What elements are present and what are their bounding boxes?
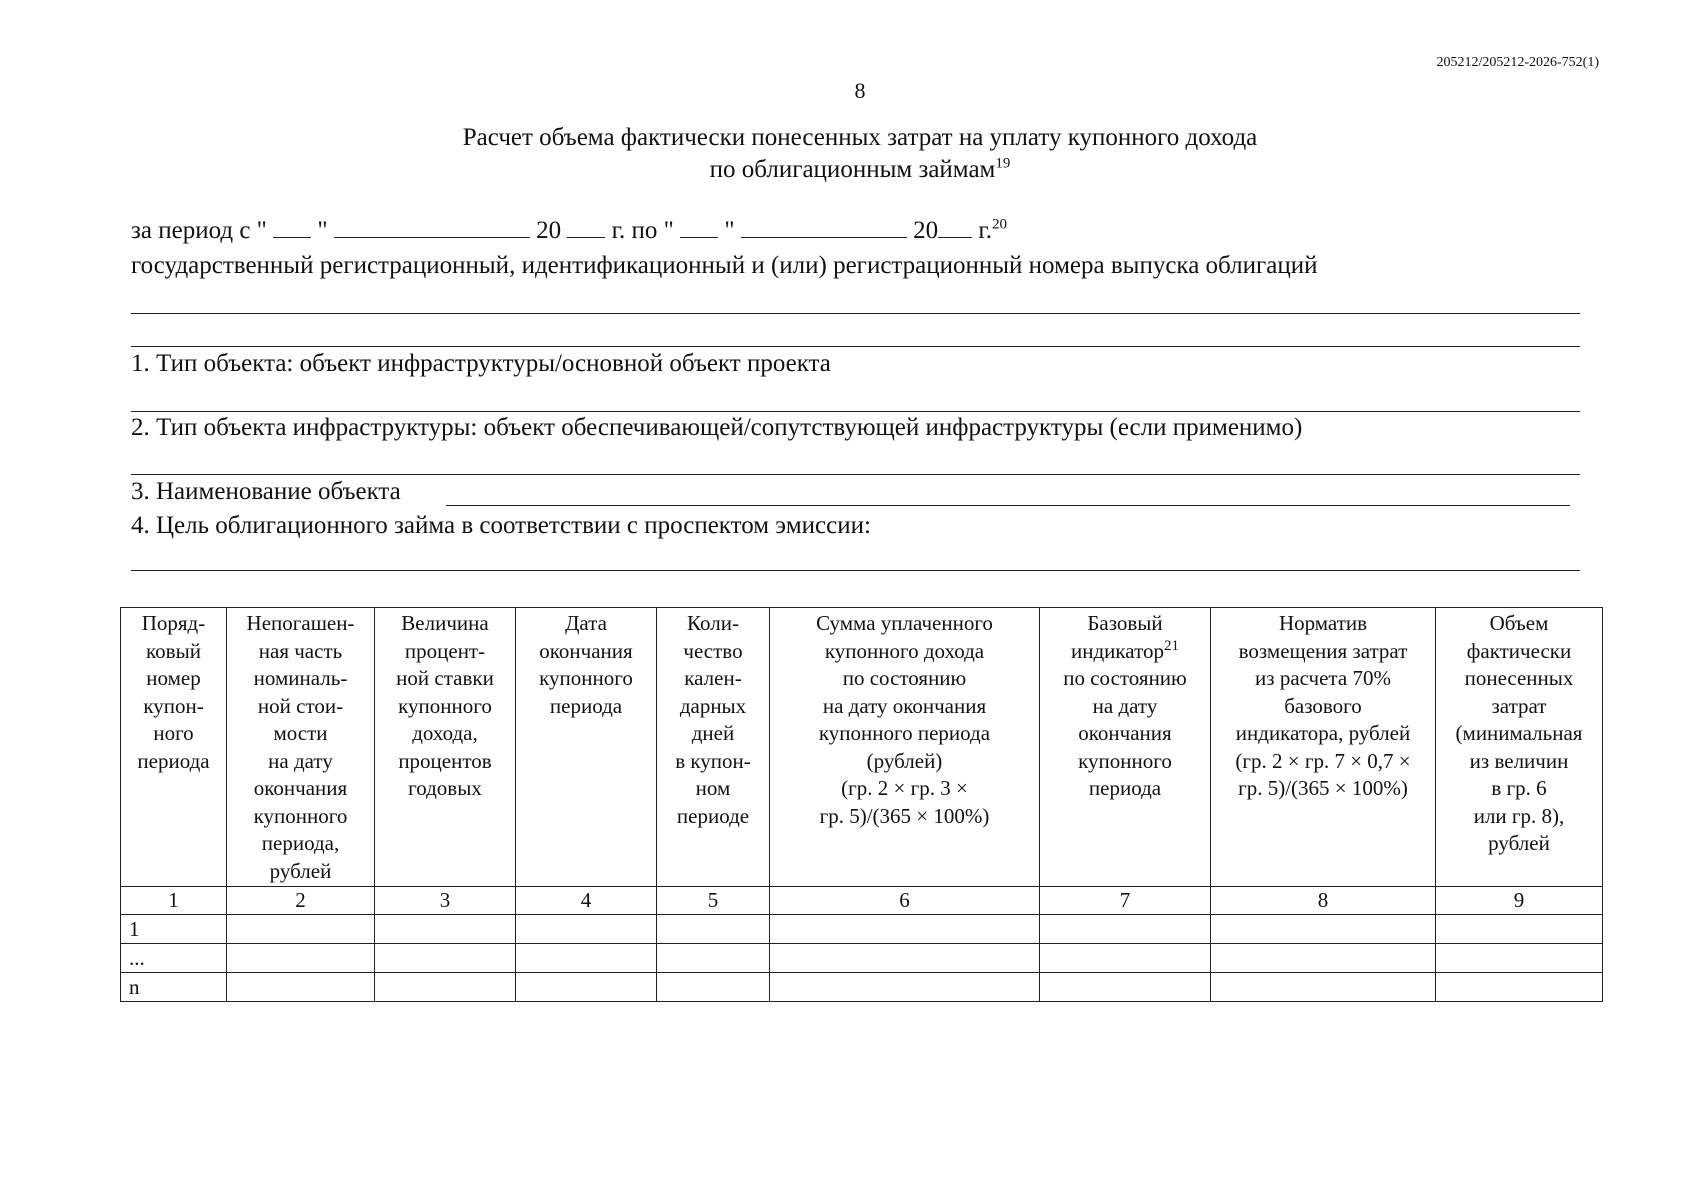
period-end-year-field[interactable]	[938, 219, 972, 238]
row-label: n	[121, 973, 227, 1002]
table-cell[interactable]	[1040, 944, 1211, 973]
table-cell[interactable]	[375, 944, 516, 973]
table-row	[121, 915, 1603, 944]
item-1-field-line[interactable]	[131, 411, 1580, 412]
table-cell[interactable]	[1436, 944, 1603, 973]
item-1-object-type: 1. Тип объекта: объект инфраструктуры/основной объект проекта	[131, 350, 831, 377]
item-2-field-line[interactable]	[131, 474, 1580, 475]
registration-label: государственный регистрационный, идентификационный и (или) регистрационный номера выпуска облигаций	[131, 252, 1318, 279]
table-cell[interactable]	[657, 915, 770, 944]
period-end-month-field[interactable]	[741, 219, 907, 238]
column-numbers-row	[121, 887, 1603, 915]
table-cell[interactable]	[1211, 915, 1436, 944]
registration-field-line-2[interactable]	[131, 346, 1580, 347]
column-number: 3	[375, 887, 516, 915]
header-period-end-date: Дата окончания купонного периода	[516, 608, 657, 887]
object-name-field[interactable]	[446, 505, 1570, 506]
page-number: 8	[854, 78, 866, 103]
column-number: 4	[516, 887, 657, 915]
footnote-21: 21	[1163, 637, 1179, 654]
table-cell[interactable]	[227, 944, 375, 973]
table-cell[interactable]	[375, 973, 516, 1002]
period-line: за период с " " 20 г. по " " 20 г.$^{20}$	[131, 216, 1008, 244]
header-paid-coupon-income: Сумма уплаченного купонного дохода по состоянию на дату окончания купонного периода (рублей) (гр. 2 × гр. 3 × гр. 5)/(365 × 100%)	[770, 608, 1040, 887]
table-cell[interactable]	[657, 973, 770, 1002]
table-cell[interactable]	[227, 973, 375, 1002]
item-3-object-name: 3. Наименование объекта	[131, 478, 401, 505]
period-start-year-field[interactable]	[567, 219, 605, 238]
column-number: 5	[657, 887, 770, 915]
table-cell[interactable]	[516, 973, 657, 1002]
table-cell[interactable]	[1436, 973, 1603, 1002]
table-cell[interactable]	[516, 944, 657, 973]
column-number: 8	[1211, 887, 1436, 915]
column-number: 1	[121, 887, 227, 915]
header-reimbursement-norm: Норматив возмещения затрат из расчета 70% базового индикатора, рублей (гр. 2 × гр. 7 × 0,7 × гр. 5)/(365 × 100%)	[1211, 608, 1436, 887]
row-label: ...	[121, 944, 227, 973]
item-2-infrastructure-type: 2. Тип объекта инфраструктуры: объект обеспечивающей/сопутствующей инфраструктуры (если применимо)	[131, 414, 1303, 441]
period-start-day-field[interactable]	[273, 219, 311, 238]
title-line-2: по облигационным займам$^{19}$	[709, 155, 1011, 183]
coupon-costs-table	[120, 607, 1603, 1002]
row-label: 1	[121, 915, 227, 944]
item-4-field-line[interactable]	[131, 570, 1580, 571]
header-calendar-days: Коли- чество кален- дарных дней в купон- ном периоде	[657, 608, 770, 887]
title-line-1: Расчет объема фактически понесенных затрат на уплату купонного дохода	[462, 124, 1258, 151]
period-end-day-field[interactable]	[680, 219, 718, 238]
column-number: 6	[770, 887, 1040, 915]
table-cell[interactable]	[516, 915, 657, 944]
table-cell[interactable]	[227, 915, 375, 944]
footnote-19: 19	[995, 155, 1011, 172]
column-number: 7	[1040, 887, 1211, 915]
registration-field-line-1[interactable]	[131, 313, 1580, 314]
period-start-month-field[interactable]	[334, 219, 530, 238]
footnote-20: 20	[992, 216, 1008, 233]
table-cell[interactable]	[770, 944, 1040, 973]
header-actual-costs: Объем фактически понесенных затрат (минимальная из величин в гр. 6 или гр. 8), рублей	[1436, 608, 1603, 887]
table-cell[interactable]	[657, 944, 770, 973]
table-cell[interactable]	[1211, 973, 1436, 1002]
header-base-indicator: Базовый индикатор$^{21}$ по состоянию на дату окончания купонного периода	[1040, 608, 1211, 887]
document-title	[0, 122, 1687, 186]
header-coupon-period-number: Поряд- ковый номер купон- ного периода	[121, 608, 227, 887]
table-cell[interactable]	[1436, 915, 1603, 944]
column-number: 2	[227, 887, 375, 915]
table-cell[interactable]	[1211, 944, 1436, 973]
table-row	[121, 944, 1603, 973]
table-cell[interactable]	[770, 915, 1040, 944]
table-cell[interactable]	[375, 915, 516, 944]
table-cell[interactable]	[1040, 973, 1211, 1002]
header-coupon-rate: Величина процент- ной ставки купонного дохода, процентов годовых	[375, 608, 516, 887]
table-row	[121, 973, 1603, 1002]
table-cell[interactable]	[770, 973, 1040, 1002]
item-4-loan-purpose: 4. Цель облигационного займа в соответствии с проспектом эмиссии:	[131, 512, 871, 539]
header-outstanding-nominal: Непогашен- ная часть номиналь- ной стои- мости на дату окончания купонного периода, рублей	[227, 608, 375, 887]
table-cell[interactable]	[1040, 915, 1211, 944]
column-number: 9	[1436, 887, 1603, 915]
document-code: 205212/205212-2026-752(1)	[1436, 55, 1599, 70]
